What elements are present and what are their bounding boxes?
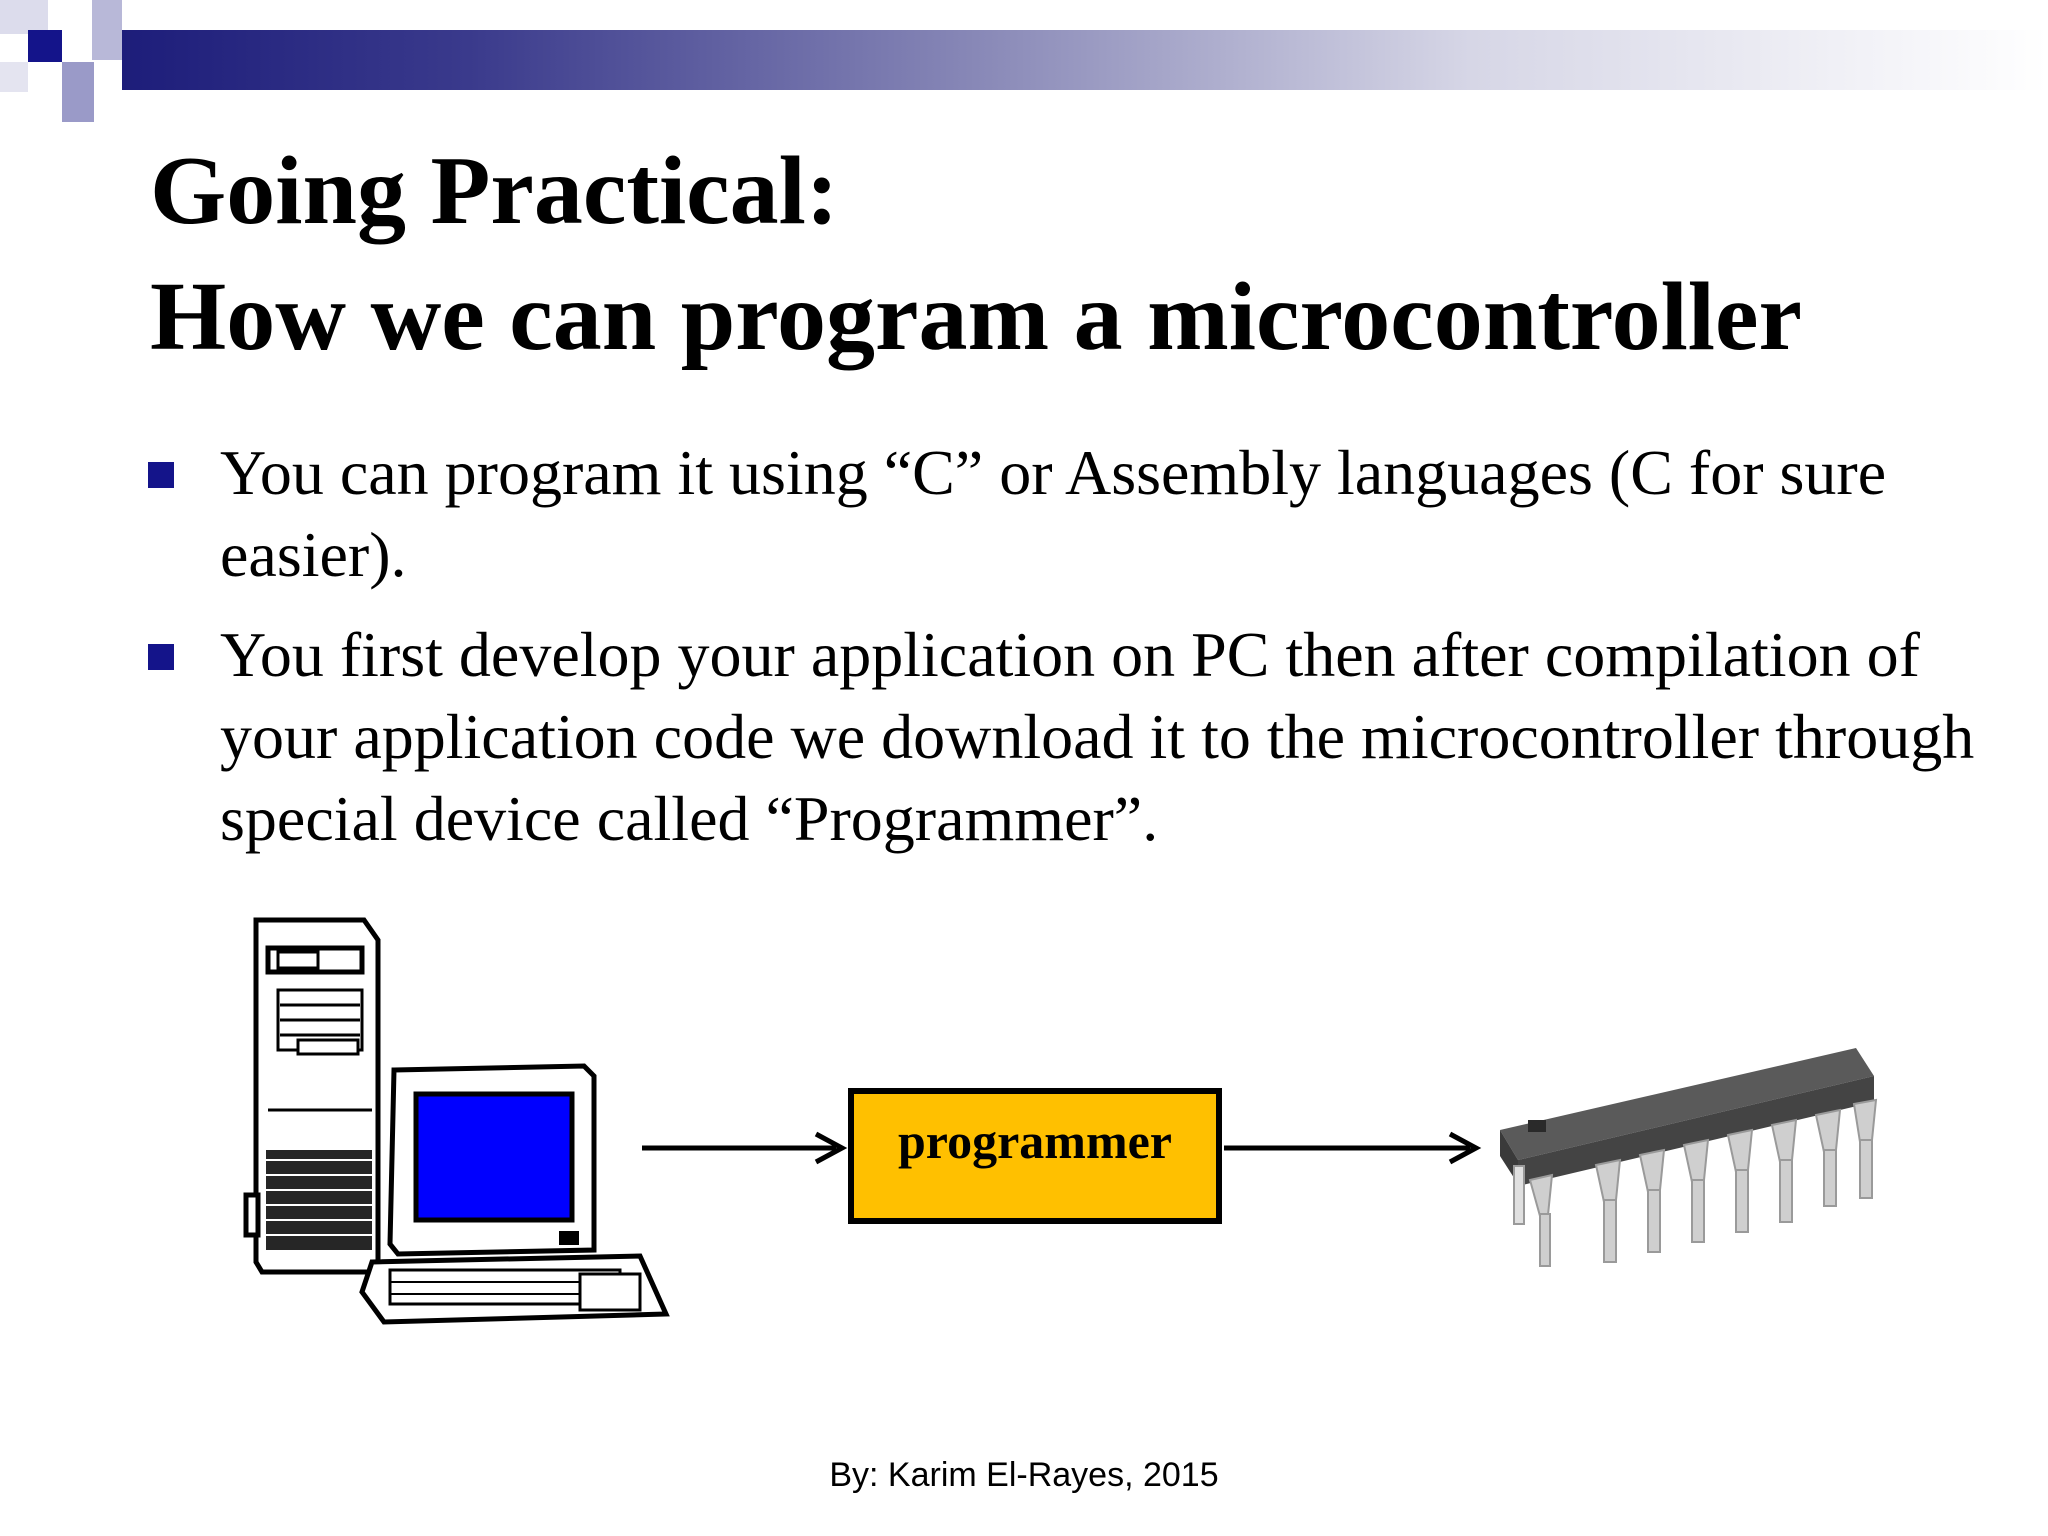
programmer-label: programmer: [898, 1113, 1172, 1169]
title-line-1: Going Practical:: [150, 137, 839, 245]
programmer-box: [848, 1088, 1222, 1224]
arrow-right-icon: [1224, 1134, 1476, 1162]
bullet-text: You can program it using “C” or Assembly languages (C for sure easier).: [220, 437, 1887, 590]
pc-computer-icon: [246, 920, 666, 1322]
arrow-right-icon: [642, 1134, 842, 1162]
microcontroller-chip-icon: [1500, 1048, 1876, 1266]
bullet-text: You first develop your application on PC then after compilation of your application code we download it to the microcontroller through special device called “Programmer”.: [220, 619, 1975, 854]
footer-credit: By: Karim El-Rayes, 2015: [829, 1456, 1219, 1494]
title-line-2: How we can program a microcontroller: [150, 263, 1803, 371]
